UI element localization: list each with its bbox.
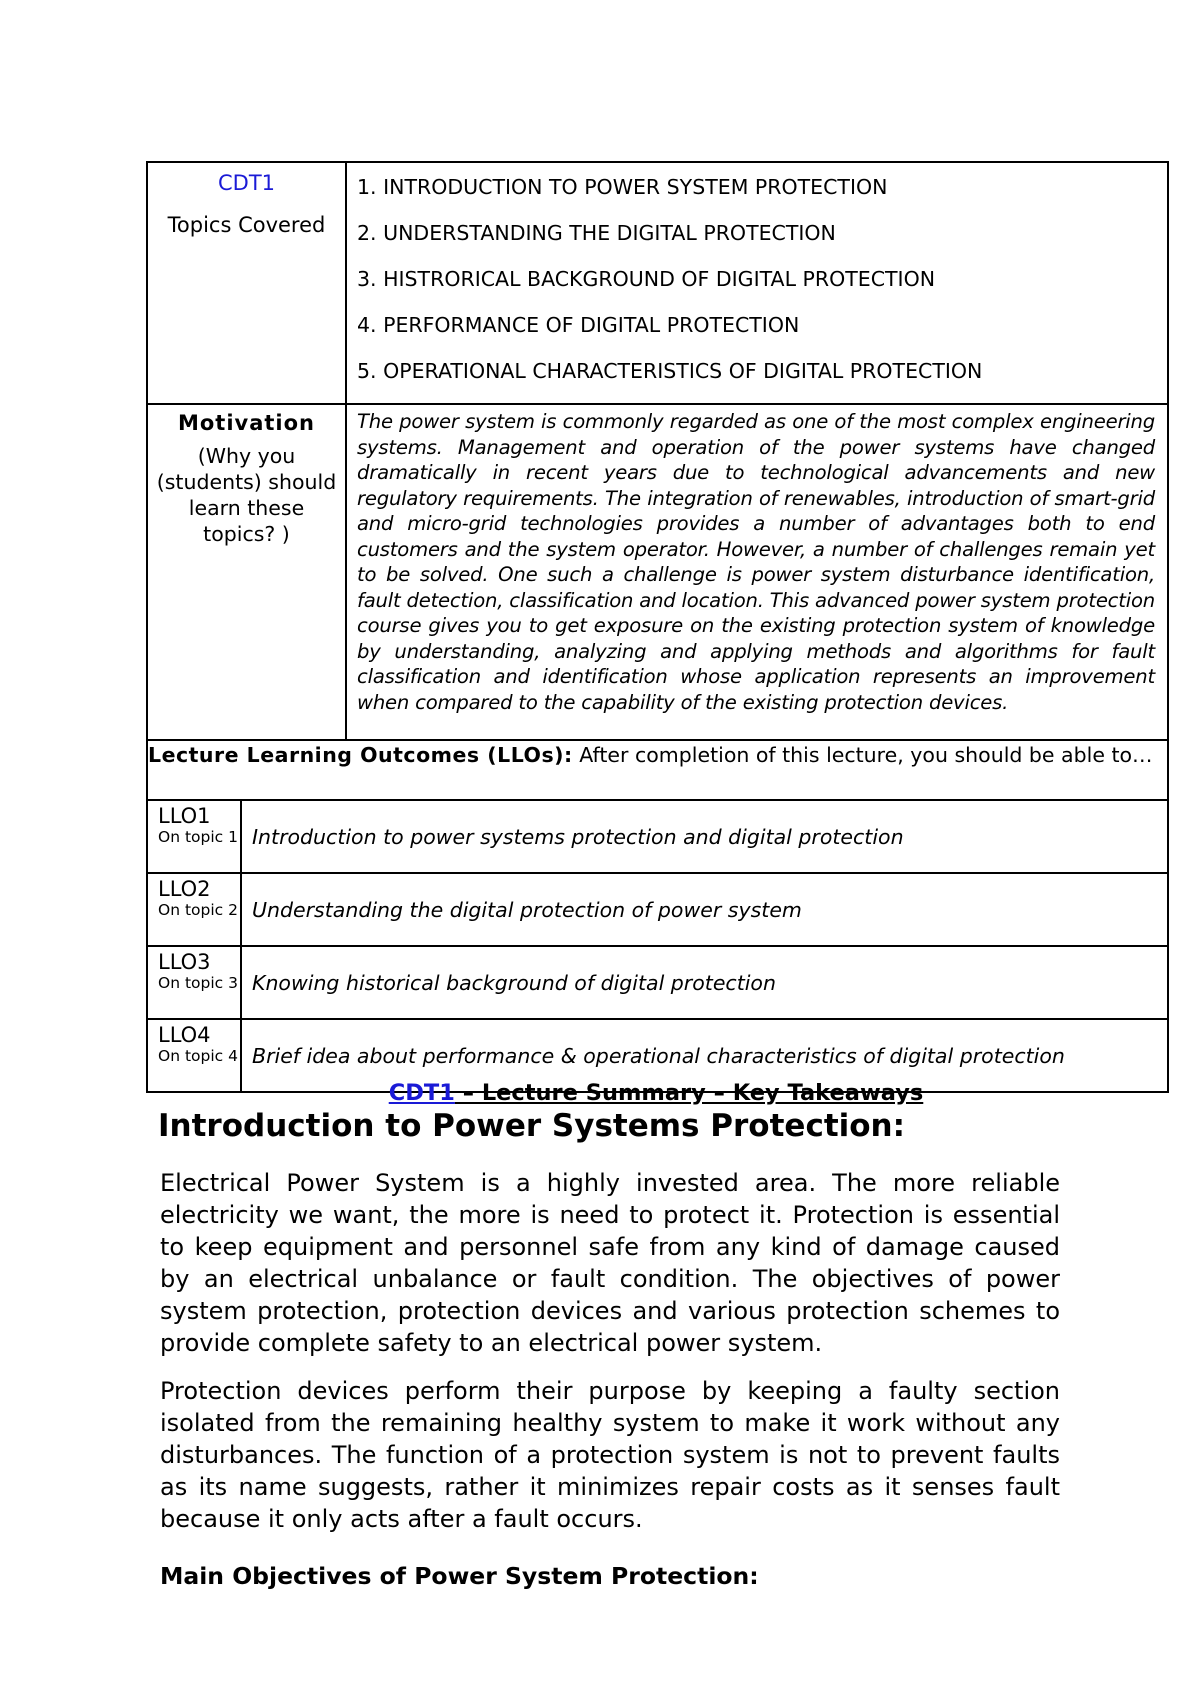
llo-header-text: After completion of this lecture, you should be able to… xyxy=(572,743,1153,767)
cdt-label: CDT1 xyxy=(217,171,276,195)
topics-list-cell xyxy=(346,162,1168,404)
llo-header-cell xyxy=(147,740,1168,800)
motivation-text-cell xyxy=(346,404,1168,740)
motivation-subtitle: (Why you (students) should learn these topics? ) xyxy=(156,444,337,546)
paragraph: Protection devices perform their purpose by keeping a faulty section isolated from the remaining healthy system to make it work without any disturbances. The function of a protection system is not to prevent faults as its name suggests, rather it minimizes repair costs as it senses fault because it only acts after a fault occurs. xyxy=(160,1377,1060,1533)
llo-code: LLO1 xyxy=(158,804,211,828)
section-title: Introduction to Power Systems Protection: xyxy=(158,1108,906,1144)
topic-item: 2. UNDERSTANDING THE DIGITAL PROTECTION xyxy=(357,221,836,245)
topics-list xyxy=(347,163,1167,403)
motivation-text: The power system is commonly regarded as one of the most complex engineering systems. Management and operation of the power systems have changed dramatically in recent years due to technological advancements and new regulatory requirements. The integration of renewables, introduction of smart-grid and micro-grid technologies provides a number of advantages both to end customers and the system operator. However, a number of challenges remain yet to be solved. One such a challenge is power system disturbance identification, fault detection, classification and location. This advanced power system protection course gives you to get exposure on the existing protection system of knowledge by understanding, analyzing and applying methods and algorithms for fault classification and identification whose application represents an improvement when compared to the capability of the existing protection devices. xyxy=(357,410,1155,714)
summary-title xyxy=(0,1080,1200,1106)
llo-code: LLO4 xyxy=(158,1023,211,1047)
lecture-info-table xyxy=(146,161,1169,1093)
topic-item: 4. PERFORMANCE OF DIGITAL PROTECTION xyxy=(357,313,800,337)
llo-topic: On topic 1 xyxy=(158,828,238,846)
llo-description: Introduction to power systems protection and digital protection xyxy=(241,800,1168,873)
subheading: Main Objectives of Power System Protection: xyxy=(160,1562,759,1590)
llo-description: Brief idea about performance & operational characteristics of digital protection xyxy=(241,1019,1168,1092)
llo-code: LLO3 xyxy=(158,950,211,974)
motivation-title: Motivation xyxy=(177,411,316,435)
llo-row xyxy=(147,873,1168,946)
paragraph: Electrical Power System is a highly invested area. The more reliable electricity we want, the more is need to protect it. Protection is essential to keep equipment and personnel safe from any kind of damage caused by an electrical unbalance or fault condition. The objectives of power system protection, protection devices and various protection schemes to provide complete safety to an electrical power system. xyxy=(160,1169,1060,1357)
cdt-link[interactable]: CDT1 xyxy=(388,1080,455,1106)
topics-label-cell xyxy=(147,162,346,404)
topic-item: 5. OPERATIONAL CHARACTERISTICS OF DIGITAL PROTECTION xyxy=(357,359,983,383)
llo-code: LLO2 xyxy=(158,877,211,901)
topics-covered-label: Topics Covered xyxy=(167,213,326,237)
llo-code-cell xyxy=(147,946,241,1019)
topic-item: 1. INTRODUCTION TO POWER SYSTEM PROTECTION xyxy=(357,175,888,199)
llo-row xyxy=(147,946,1168,1019)
llo-code-cell xyxy=(147,873,241,946)
motivation-row xyxy=(147,404,1168,740)
llo-row xyxy=(147,800,1168,873)
llo-description: Knowing historical background of digital protection xyxy=(241,946,1168,1019)
llo-topic: On topic 3 xyxy=(158,974,238,992)
llo-header-bold: Lecture Learning Outcomes (LLOs): xyxy=(148,743,573,767)
llo-topic: On topic 4 xyxy=(158,1047,238,1065)
motivation-label-cell xyxy=(147,404,346,740)
topic-item: 3. HISTRORICAL BACKGROUND OF DIGITAL PROTECTION xyxy=(357,267,936,291)
llo-description: Understanding the digital protection of power system xyxy=(241,873,1168,946)
llo-code-cell xyxy=(147,800,241,873)
llo-header-row xyxy=(147,740,1168,800)
summary-title-text: – Lecture Summary – Key Takeaways xyxy=(454,1080,924,1106)
topics-row xyxy=(147,162,1168,404)
llo-topic: On topic 2 xyxy=(158,901,238,919)
